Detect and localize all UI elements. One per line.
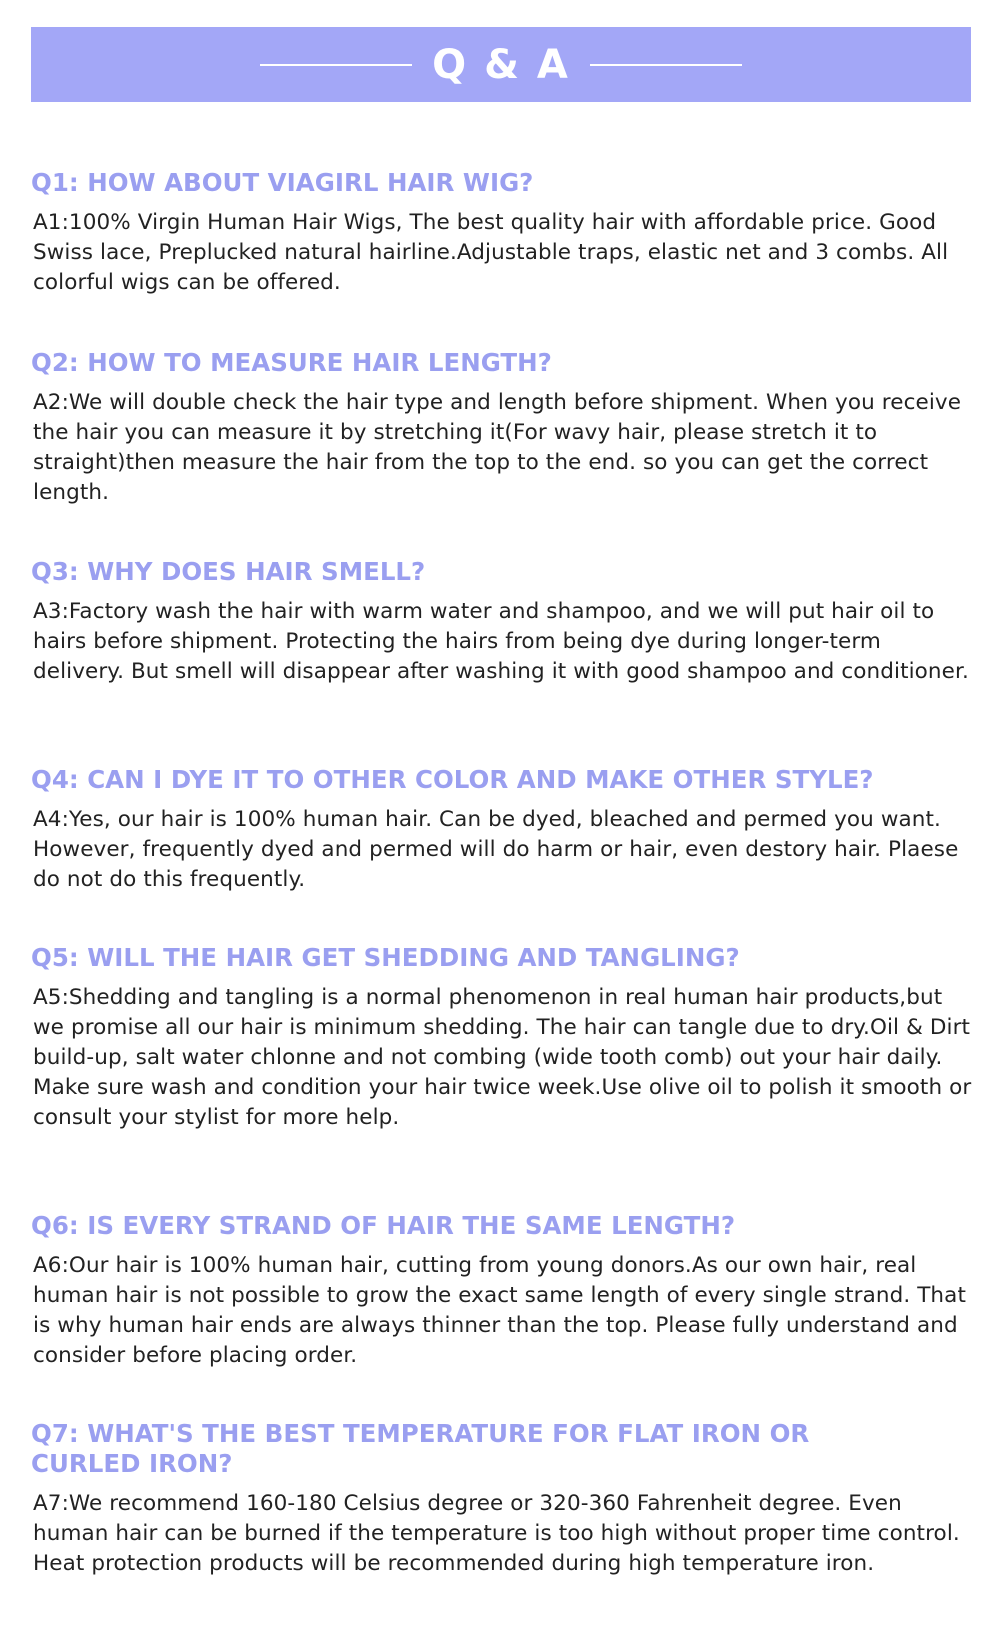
faq-question-5: Q5: WILL THE HAIR GET SHEDDING AND TANGLING? [31,943,740,972]
faq-question-3: Q3: WHY DOES HAIR SMELL? [31,557,426,586]
page-title: Q & A [432,41,570,88]
faq-answer-5: A5:Shedding and tangling is a normal phenomenon in real human hair products,but we promise all our hair is minimum shedding. The hair can tangle due to dry.Oil & Dirt build-up, salt water chlonne and not combing (wide tooth comb) out your hair daily. Make sure wash and condition your hair twice week.Use olive oil to polish it smooth or consult your stylist for more help. [33,985,972,1130]
faq-answer-7: A7:We recommend 160-180 Celsius degree or 320-360 Fahrenheit degree. Even human hair can be burned if the temperature is too high without proper time control. Heat protection products will be recommended during high temperature iron. [33,1491,960,1576]
faq-question-6: Q6: IS EVERY STRAND OF HAIR THE SAME LENGTH? [31,1211,736,1240]
faq-question-1: Q1: HOW ABOUT VIAGIRL HAIR WIG? [31,168,534,197]
qa-header-banner [31,27,971,102]
faq-question-7: Q7: WHAT'S THE BEST TEMPERATURE FOR FLAT IRON OR CURLED IRON? [31,1419,810,1478]
faq-answer-4: A4:Yes, our hair is 100% human hair. Can be dyed, bleached and permed you want. However, frequently dyed and permed will do harm or hair, even destory hair. Plaese do not do this frequently. [33,807,959,892]
faq-item-6 [31,1211,976,1371]
faq-item-5 [31,943,976,1133]
faq-answer-3: A3:Factory wash the hair with warm water and shampoo, and we will put hair oil to hairs before shipment. Protecting the hairs from being dye during longer-term delivery. But smell will disappear after washing it with good shampoo and conditioner. [33,599,969,684]
header-right-divider [590,64,742,66]
faq-answer-1: A1:100% Virgin Human Hair Wigs, The best quality hair with affordable price. Good Swiss lace, Preplucked natural hairline.Adjustable traps, elastic net and 3 combs. All colorful wigs can be offered. [33,210,949,295]
faq-item-3 [31,557,976,687]
faq-question-2: Q2: HOW TO MEASURE HAIR LENGTH? [31,348,552,377]
faq-item-4 [31,765,976,895]
faq-question-4: Q4: CAN I DYE IT TO OTHER COLOR AND MAKE OTHER STYLE? [31,765,874,794]
faq-item-7 [31,1419,976,1579]
header-left-divider [260,64,412,66]
faq-item-2 [31,348,976,508]
faq-answer-6: A6:Our hair is 100% human hair, cutting from young donors.As our own hair, real human hair is not possible to grow the exact same length of every single strand. That is why human hair ends are always thinner than the top. Please fully understand and consider before placing order. [33,1253,966,1368]
faq-item-1 [31,168,976,298]
faq-answer-2: A2:We will double check the hair type and length before shipment. When you receive the hair you can measure it by stretching it(For wavy hair, please stretch it to straight)then measure the hair from the top to the end. so you can get the correct length. [33,390,962,505]
